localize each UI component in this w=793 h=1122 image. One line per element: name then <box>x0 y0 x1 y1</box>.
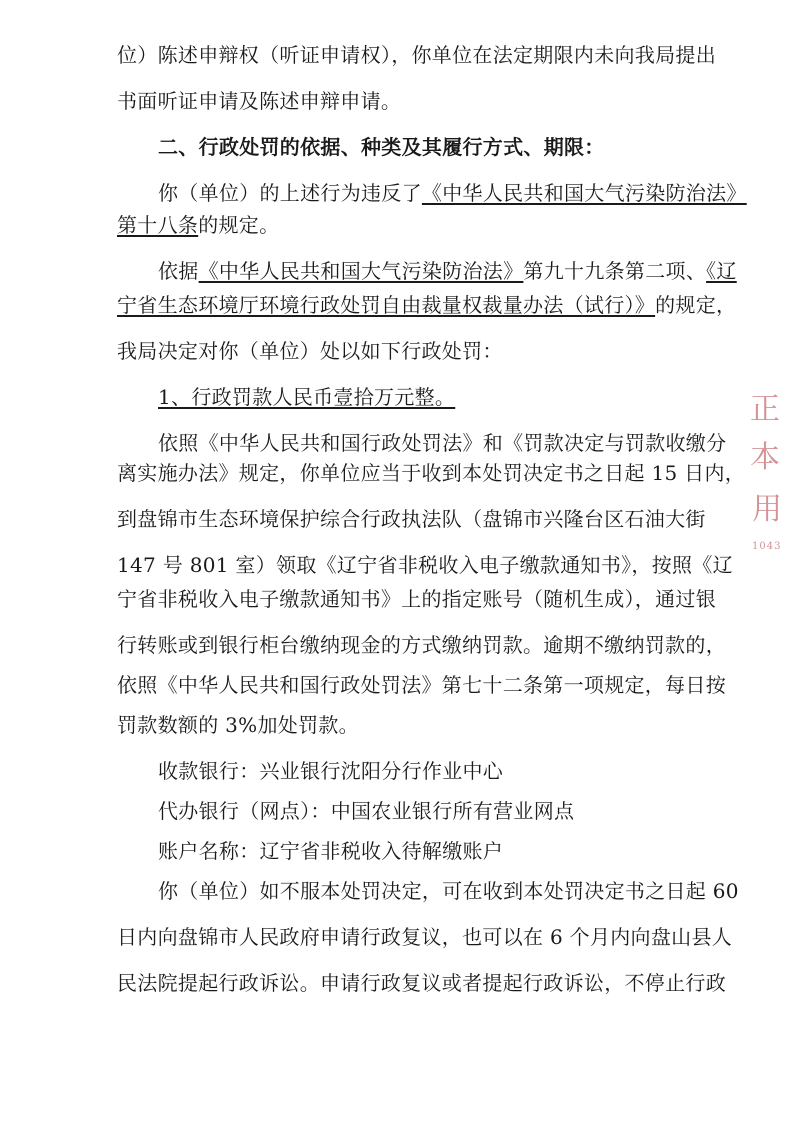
account-info: 账户名称：辽宁省非税收入待解缴账户 <box>158 839 504 863</box>
paragraph-line <box>158 180 747 206</box>
penalty-item <box>158 384 455 410</box>
section-heading: 二、行政处罚的依据、种类及其履行方式、期限： <box>158 135 605 159</box>
paragraph-line: 民法院提起行政诉讼。申请行政复议或者提起行政诉讼，不停止行政 <box>117 971 726 995</box>
law-name: 《辽 <box>706 259 737 283</box>
seal-character: 本 <box>750 440 780 475</box>
paragraph-line: 你（单位）如不服本处罚决定，可在收到本处罚决定书之日起 60 <box>158 879 739 903</box>
text: 的规定。 <box>198 213 280 237</box>
law-article: 第十八条 <box>117 213 199 237</box>
official-seal-stamp <box>748 392 788 570</box>
agent-bank-info: 代办银行（网点）：中国农业银行所有营业网点 <box>158 799 575 823</box>
law-name: 《中华人民共和国大气污染防治法》 <box>198 259 524 283</box>
paragraph-line <box>158 258 737 284</box>
paragraph-line: 离实施办法》规定，你单位应当于收到本处罚决定书之日起 15 日内， <box>117 461 746 485</box>
paragraph-line: 罚款数额的 3%加处罚款。 <box>117 713 359 737</box>
text: 依据 <box>158 259 199 283</box>
paragraph-line: 147 号 801 室）领取《辽宁省非税收入电子缴款通知书》，按照《辽 <box>117 553 733 577</box>
penalty-text: 1、行政罚款人民币壹拾万元整。 <box>158 385 456 409</box>
seal-character: 正 <box>750 392 780 427</box>
text: 第九十九条第二项、 <box>523 259 707 283</box>
paragraph-line: 日内向盘锦市人民政府申请行政复议，也可以在 6 个月内向盘山县人 <box>117 925 733 949</box>
text: 你（单位）的上述行为违反了 <box>158 181 422 205</box>
law-name: 《中华人民共和国大气污染防治法》 <box>421 181 747 205</box>
text: 的规定， <box>655 293 737 317</box>
bank-info: 收款银行：兴业银行沈阳分行作业中心 <box>158 759 504 783</box>
text-line: 书面听证申请及陈述申辩申请。 <box>117 89 402 113</box>
text-line: 位）陈述申辩权（听证申请权），你单位在法定期限内未向我局提出 <box>117 43 716 67</box>
paragraph-line: 依照《中华人民共和国行政处罚法》和《罚款决定与罚款收缴分 <box>158 431 727 455</box>
paragraph-line: 行转账或到银行柜台缴纳现金的方式缴纳罚款。逾期不缴纳罚款的， <box>117 633 726 657</box>
seal-number: 1043 <box>752 541 782 552</box>
seal-character: 用 <box>752 492 782 527</box>
paragraph-line: 到盘锦市生态环境保护综合行政执法队（盘锦市兴隆台区石油大街 <box>117 507 706 531</box>
paragraph-line <box>117 212 279 238</box>
paragraph-line: 宁省非税收入电子缴款通知书》上的指定账号（随机生成），通过银 <box>117 587 716 611</box>
paragraph-line: 我局决定对你（单位）处以如下行政处罚： <box>117 339 503 363</box>
paragraph-line <box>117 292 736 318</box>
law-name: 宁省生态环境厅环境行政处罚自由裁量权裁量办法（试行）》 <box>117 293 656 317</box>
paragraph-line: 依照《中华人民共和国行政处罚法》第七十二条第一项规定，每日按 <box>117 673 726 697</box>
